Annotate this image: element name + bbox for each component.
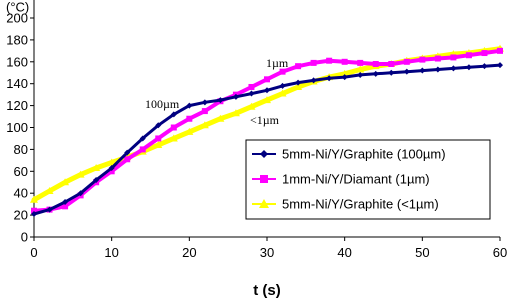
data-point — [404, 69, 410, 75]
y-tick-label: 200 — [6, 10, 28, 26]
data-point — [419, 57, 425, 63]
annotation-1um: 1µm — [266, 56, 289, 70]
y-tick-label: 140 — [6, 76, 28, 92]
data-point — [202, 99, 208, 105]
data-point — [388, 61, 394, 67]
legend-label: 5mm-Ni/Y/Graphite (<1µm) — [282, 196, 439, 212]
data-point — [311, 60, 317, 66]
data-point — [248, 84, 254, 90]
annotation-100um: 100µm — [145, 97, 180, 111]
legend — [246, 140, 490, 219]
x-tick-label: 30 — [259, 245, 275, 260]
y-tick-label: 80 — [13, 141, 28, 157]
data-point — [202, 108, 208, 114]
x-ticks — [30, 237, 507, 260]
x-tick-label: 40 — [337, 245, 352, 260]
y-tick-label: 20 — [13, 207, 28, 223]
y-tick-label: 40 — [13, 185, 28, 201]
data-point — [373, 71, 379, 77]
x-axis-title: t (s) — [253, 282, 281, 299]
x-tick-label: 20 — [182, 245, 197, 260]
data-point — [435, 66, 441, 72]
x-tick-label: 10 — [104, 245, 119, 260]
data-point — [342, 59, 348, 65]
y-tick-label: 100 — [6, 120, 28, 135]
data-point — [326, 58, 332, 64]
y-tick-label: 60 — [13, 163, 28, 179]
y-axis-title: (°C) — [6, 0, 30, 15]
y-ticks — [6, 11, 34, 245]
data-point — [435, 56, 441, 62]
data-point — [404, 59, 410, 65]
data-point — [497, 48, 503, 54]
data-point — [388, 70, 394, 76]
data-point — [373, 61, 379, 67]
data-point — [497, 62, 503, 68]
data-point — [295, 63, 301, 69]
data-point — [450, 65, 456, 71]
data-point — [357, 60, 363, 66]
data-point — [481, 63, 487, 69]
data-point — [419, 68, 425, 74]
y-tick-label: 0 — [20, 229, 28, 245]
legend-marker — [260, 175, 268, 183]
x-tick-label: 0 — [30, 245, 38, 260]
data-point — [264, 76, 270, 82]
y-tick-label: 120 — [6, 98, 28, 114]
annotation-lt1um: <1µm — [250, 113, 280, 127]
data-point — [186, 116, 192, 122]
legend-label: 1mm-Ni/Y/Diamant (1µm) — [282, 171, 430, 187]
data-point — [155, 135, 161, 141]
legend-label: 5mm-Ni/Y/Graphite (100µm) — [282, 146, 446, 162]
data-point — [466, 52, 472, 58]
data-point — [450, 54, 456, 60]
data-point — [171, 125, 177, 131]
data-point — [124, 156, 130, 162]
x-tick-label: 50 — [415, 245, 430, 260]
data-point — [248, 91, 254, 97]
data-point — [140, 146, 146, 152]
y-tick-label: 180 — [6, 32, 28, 48]
y-tick-label: 160 — [6, 54, 28, 70]
data-point — [481, 50, 487, 56]
x-tick-label: 60 — [492, 245, 508, 260]
data-point — [466, 64, 472, 70]
data-point — [357, 72, 363, 78]
